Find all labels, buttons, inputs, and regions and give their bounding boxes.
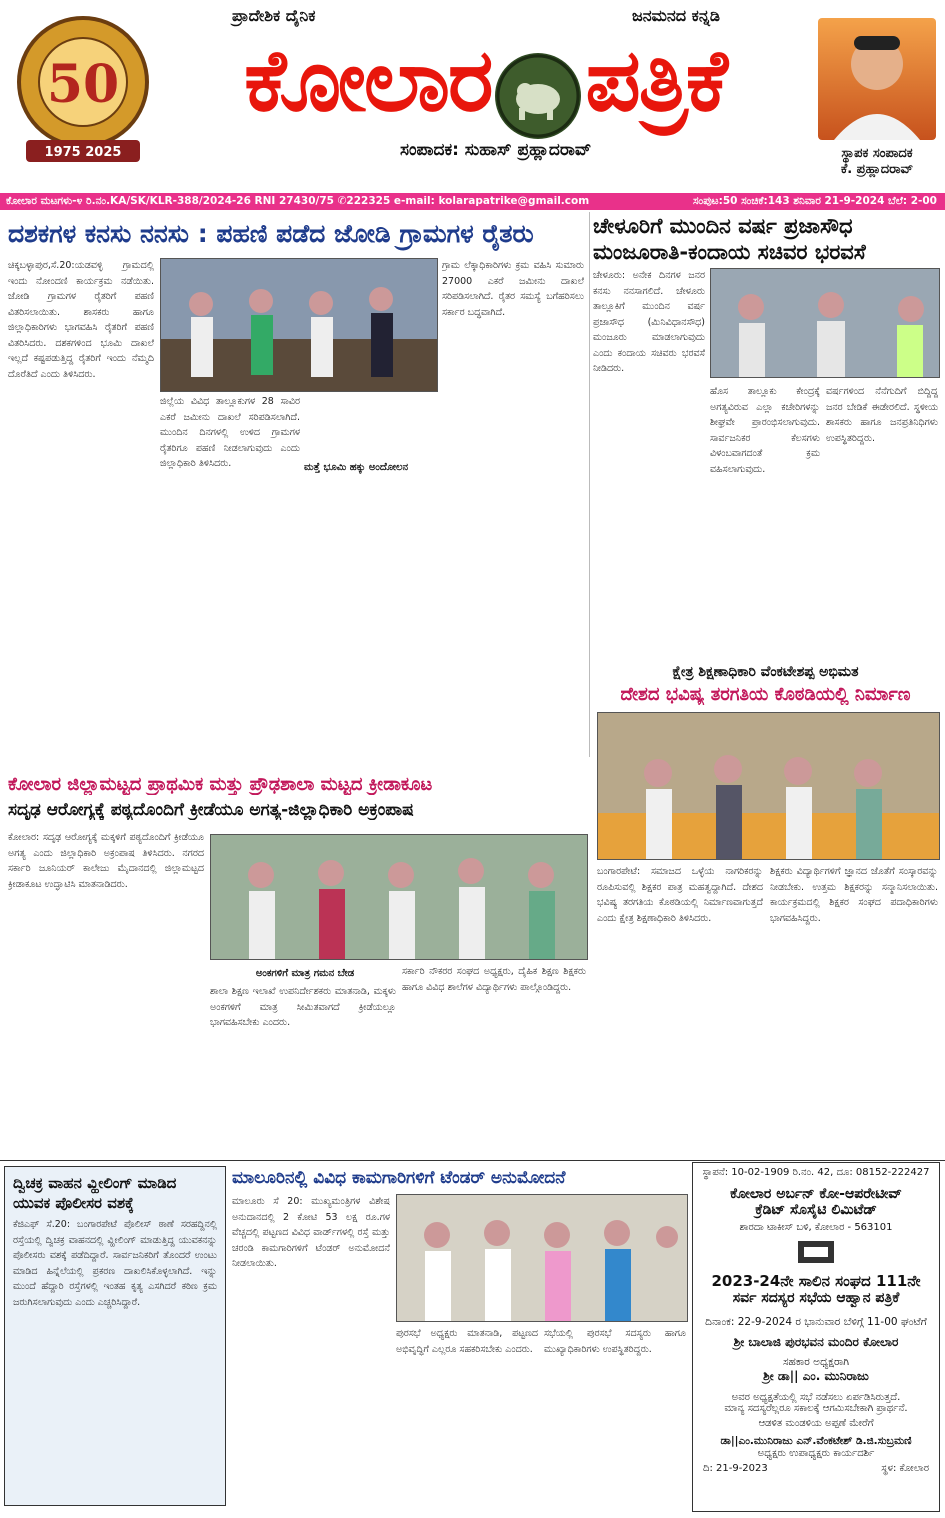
notice-signatories: ಡಾ||ಎಂ.ಮುನಿರಾಜು ಎನ್.ವೆಂಕಟೇಶ್ ಡಿ.ಜಿ.ಸುಬ್ರಮಣಿ: [720, 1435, 912, 1447]
notice-society-name-1: ಕೋಲಾರ ಅರ್ಬನ್ ಕೋ-ಆಪರೇಟೀವ್: [730, 1186, 902, 1202]
lead-photo: [160, 258, 438, 392]
education-kicker: ಕ್ಷೇತ್ರ ಶಿಕ್ಷಣಾಧಿಕಾರಿ ವೆಂಕಟೇಶಪ್ಪ ಅಭಿಮತ: [672, 664, 859, 680]
education-column-2: ಶಿಕ್ಷಕರು ವಿದ್ಯಾರ್ಥಿಗಳಿಗೆ ಜ್ಞಾನದ ಜೊತೆಗೆ ಸಂಸ್ಕಾರವನ್ನು ನೀಡಬೇಕು. ಉತ್ತಮ ಶಿಕ್ಷಕರನ್ನು ಸನ್ಮಾನಿಸಲಾಯಿತು. ಕಾರ್ಯಕ್ರಮದಲ್ಲಿ ಶಿಕ್ಷಕರ ಸಂಘದ ಪದಾಧಿಕಾರಿಗಳು ಭಾಗವಹಿಸಿದ್ದರು.: [770, 866, 938, 924]
founder-label: ಸ್ಥಾಪಕ ಸಂಪಾದಕ: [841, 146, 913, 161]
sports-photo: [210, 834, 588, 960]
notice-line-2: ಮಾನ್ಯ ಸದಸ್ಯರೆಲ್ಲರೂ ಸಕಾಲಕ್ಕೆ ಆಗಮಿಸಬೇಕಾಗಿ ಪ್ರಾರ್ಥನೆ.: [724, 1403, 908, 1414]
police-headline: ದ್ವಿಚಕ್ರ ವಾಹನ ವ್ಹೀಲಿಂಗ್ ಮಾಡಿದ ಯುವಕ ಪೊಲೀಸರ ವಶಕ್ಕೆ: [13, 1174, 177, 1212]
malur-column-1: ಮಾಲೂರು ಸೆ 20: ಮುಖ್ಯಮಂತ್ರಿಗಳ ವಿಶೇಷ ಅನುದಾನದಲ್ಲಿ 2 ಕೋಟಿ 53 ಲಕ್ಷ ರೂ.ಗಳ ವೆಚ್ಚದಲ್ಲಿ ಪಟ್ಟಣದ ವಿವಿಧ ವಾರ್ಡ್‌ಗಳಲ್ಲಿ ರಸ್ತೆ ಮತ್ತು ಚರಂಡಿ ಕಾಮಗಾರಿಗಳಿಗೆ ಟೆಂಡರ್ ಅನುಮೋದನೆ ನೀಡಲಾಯಿತು.: [232, 1196, 390, 1269]
lead-column-2: ಜಿಲ್ಲೆಯ ವಿವಿಧ ತಾಲ್ಲೂಕುಗಳ 28 ಸಾವಿರ ಎಕರೆ ಜಮೀನು ದಾಖಲೆ ಸರಿಪಡಿಸಲಾಗಿದೆ. ಮುಂದಿನ ದಿನಗಳಲ್ಲಿ ಉಳಿದ ಗ್ರಾಮಗಳ ರೈತರಿಗೂ ಪಹಣಿ ನೀಡಲಾಗುವುದು ಎಂದು ಜಿಲ್ಲಾಧಿಕಾರಿ ತಿಳಿಸಿದರು.: [160, 396, 300, 469]
education-photo: [597, 712, 940, 860]
anniversary-number: 50: [46, 54, 120, 115]
malur-column-2: ಪುರಸಭೆ ಅಧ್ಯಕ್ಷರು ಮಾತನಾಡಿ, ಪಟ್ಟಣದ ಅಭಿವೃದ್ಧಿಗೆ ಎಲ್ಲರೂ ಸಹಕರಿಸಬೇಕು ಎಂದರು.: [396, 1328, 538, 1355]
society-emblem-icon: [693, 1239, 939, 1268]
tagline-mirror: ಜನಮನದ ಕನ್ನಡಿ: [632, 6, 721, 25]
elephant-emblem-icon: [495, 53, 581, 139]
notice-line-1: ಅವರ ಅಧ್ಯಕ್ಷತೆಯಲ್ಲಿ ಸಭೆ ನಡೆಸಲು ಏರ್ಪಡಿಸಿರುತ್ತದೆ.: [731, 1392, 901, 1403]
founder-name: ಕೆ. ಪ್ರಹ್ಲಾದರಾವ್: [840, 162, 914, 177]
notice-date-line: ದಿನಾಂಕ: 22-9-2024 ರ ಭಾನುವಾರ ಬೆಳಿಗ್ಗೆ 11-00 ಘಂಟೆಗೆ: [705, 1316, 927, 1328]
prajasoudha-photo: [710, 268, 940, 378]
sports-column-1: ಕೋಲಾರ: ಸದೃಢ ಆರೋಗ್ಯಕ್ಕೆ ಮಕ್ಕಳಿಗೆ ಪಠ್ಯದೊಂದಿಗೆ ಕ್ರೀಡೆಯೂ ಅಗತ್ಯ ಎಂದು ಜಿಲ್ಲಾಧಿಕಾರಿ ಅಕ್ರಂಪಾಷ ತಿಳಿಸಿದರು. ನಗರದ ಸರ್ಕಾರಿ ಜೂನಿಯರ್ ಕಾಲೇಜು ಮೈದಾನದಲ್ಲಿ ಜಿಲ್ಲಾಮಟ್ಟದ ಕ್ರೀಡಾಕೂಟ ಉದ್ಘಾಟಿಸಿ ಮಾತನಾಡಿದರು.: [8, 832, 204, 890]
notice-footer-date: ದಿ: 21-9-2023: [703, 1463, 768, 1474]
sports-deck: ಸದೃಢ ಆರೋಗ್ಯಕ್ಕೆ ಪಠ್ಯದೊಂದಿಗೆ ಕ್ರೀಡೆಯೂ ಅಗತ್ಯ-ಜಿಲ್ಲಾಧಿಕಾರಿ ಅಕ್ರಂಪಾಷ: [8, 800, 414, 820]
anniversary-years: 1975 2025: [44, 145, 122, 160]
tagline-regional-daily: ಪ್ರಾದೇಶಿಕ ದೈನಿಕ: [232, 6, 316, 25]
lead-subhead: ಮತ್ತೆ ಭೂಮಿ ಹಕ್ಕು ಅಂದೋಲನ: [304, 462, 409, 473]
anniversary-logo: [8, 12, 158, 170]
malur-photo: [396, 1194, 688, 1322]
notice-line-3: ಆಡಳಿತ ಮಂಡಳಿಯ ಅಪ್ಪಣೆ ಮೇರೆಗೆ: [758, 1418, 874, 1429]
founder-credit: [818, 146, 936, 178]
prajasoudha-column-3: ವರ್ಷಗಳಿಂದ ನೆನೆಗುದಿಗೆ ಬಿದ್ದಿದ್ದ ಜನರ ಬೇಡಿಕೆ ಈಡೇರಲಿದೆ. ಸ್ಥಳೀಯ ಶಾಸಕರು ಹಾಗೂ ಜನಪ್ರತಿನಿಧಿಗಳು ಉಪಸ್ಥಿತರಿದ್ದರು.: [826, 386, 938, 444]
section-divider: [0, 1160, 945, 1161]
notice-established: ಸ್ಥಾಪನೆ: 10-02-1909 ರಿ.ನಂ. 42, ದೂ: 08152-222427: [702, 1167, 930, 1178]
lead-headline: ದಶಕಗಳ ಕನಸು ನನಸು : ಪಹಣಿ ಪಡೆದ ಜೋಡಿ ಗ್ರಾಮಗಳ ರೈತರು: [8, 219, 534, 248]
notice-chair-label: ಸಹಕಾರ ಅಧ್ಯಕ್ಷರಾಗಿ: [782, 1356, 850, 1368]
sports-column-3: ಸರ್ಕಾರಿ ನೌಕರರ ಸಂಘದ ಅಧ್ಯಕ್ಷರು, ದೈಹಿಕ ಶಿಕ್ಷಣ ಶಿಕ್ಷಕರು ಹಾಗೂ ವಿವಿಧ ಶಾಲೆಗಳ ವಿದ್ಯಾರ್ಥಿಗಳು ಪಾಲ್ಗೊಂಡಿದ್ದರು.: [402, 966, 586, 993]
editor-credit: ಸಂಪಾದಕ: ಸುಹಾಸ್ ಪ್ರಹ್ಲಾದರಾವ್: [400, 140, 592, 160]
issue-info: ಸಂಪುಟ:50 ಸಂಚಿಕೆ:143 ಶನಿವಾರ 21-9-2024 ಬೆಲೆ: 2-00: [692, 195, 937, 207]
newspaper-title: [165, 26, 805, 136]
notice-title-1: 2023-24ನೇ ಸಾಲಿನ ಸಂಘದ 111ನೇ: [711, 1272, 921, 1290]
lead-column-3: ಗ್ರಾಮ ಲೆಕ್ಕಾಧಿಕಾರಿಗಳು ಕ್ರಮ ವಹಿಸಿ ಸುಮಾರು 27000 ಎಕರೆ ಜಮೀನು ದಾಖಲೆ ಸರಿಪಡಿಸಲಾಗಿದೆ. ರೈತರ ಸಮಸ್ಯೆ ಬಗೆಹರಿಸಲು ಸರ್ಕಾರ ಬದ್ಧವಾಗಿದೆ.: [442, 260, 584, 318]
notice-chair: ಶ್ರೀ ಡಾ|| ಎಂ. ಮುನಿರಾಜು: [763, 1369, 869, 1383]
education-column-1: ಬಂಗಾರಪೇಟೆ: ಸಮಾಜದ ಒಳ್ಳೆಯ ನಾಗರಿಕರನ್ನು ರೂಪಿಸುವಲ್ಲಿ ಶಿಕ್ಷಕರ ಪಾತ್ರ ಮಹತ್ವದ್ದಾಗಿದೆ. ದೇಶದ ಭವಿಷ್ಯ ತರಗತಿಯ ಕೊಠಡಿಯಲ್ಲಿ ನಿರ್ಮಾಣವಾಗುತ್ತದೆ ಎಂದು ಕ್ಷೇತ್ರ ಶಿಕ್ಷಣಾಧಿಕಾರಿ ತಿಳಿಸಿದರು.: [597, 866, 763, 924]
notice-address: ಶಾರದಾ ಟಾಕೀಸ್ ಬಳಿ, ಕೋಲಾರ - 563101: [739, 1222, 893, 1233]
title-part-1: ಕೋಲಾರ: [244, 31, 492, 131]
prajasoudha-headline: ಚೇಳೂರಿಗೆ ಮುಂದಿನ ವರ್ಷ ಪ್ರಜಾಸೌಧ ಮಂಜೂರಾತಿ-ಕಂದಾಯ ಸಚಿವರ ಭರವಸೆ: [593, 214, 866, 264]
notice-society-name-2: ಕ್ರೆಡಿಟ್ ಸೊಸೈಟಿ ಲಿಮಿಟೆಡ್: [755, 1202, 877, 1218]
police-body: ಕೆಜಿಎಫ್ ಸೆ.20: ಬಂಗಾರಪೇಟೆ ಪೊಲೀಸ್ ಠಾಣೆ ಸರಹದ್ದಿನಲ್ಲಿ ರಸ್ತೆಯಲ್ಲಿ ದ್ವಿಚಕ್ರ ವಾಹನದಲ್ಲಿ ವ್ಹೀಲಿಂಗ್ ಮಾಡುತ್ತಿದ್ದ ಯುವಕನನ್ನು ಪೊಲೀಸರು ವಶಕ್ಕೆ ಪಡೆದಿದ್ದಾರೆ. ಸಾರ್ವಜನಿಕರಿಗೆ ತೊಂದರೆ ಉಂಟು ಮಾಡಿದ ಹಿನ್ನೆಲೆಯಲ್ಲಿ ಪ್ರಕರಣ ದಾಖಲಿಸಿಕೊಳ್ಳಲಾಗಿದೆ. ಇನ್ನು ಮುಂದೆ ಹೆದ್ದಾರಿ ರಸ್ತೆಗಳಲ್ಲಿ ಇಂತಹ ಕೃತ್ಯ ಎಸಗಿದರೆ ಕಠಿಣ ಕ್ರಮ ಜರುಗಿಸಲಾಗುವುದು ಎಂದು ಎಚ್ಚರಿಸಿದ್ದಾರೆ.: [13, 1219, 217, 1308]
prajasoudha-column-1: ಚೇಳೂರು: ಅನೇಕ ದಿನಗಳ ಜನರ ಕನಸು ನನಸಾಗಲಿದೆ. ಚೇಳೂರು ತಾಲ್ಲೂಕಿಗೆ ಮುಂದಿನ ವರ್ಷ ಪ್ರಜಾಸೌಧ (ಮಿನಿವಿಧಾನಸೌಧ) ಮಂಜೂರು ಮಾಡಲಾಗುವುದು ಎಂದು ಕಂದಾಯ ಸಚಿವರು ಭರವಸೆ ನೀಡಿದರು.: [593, 270, 705, 374]
malur-headline: ಮಾಲೂರಿನಲ್ಲಿ ವಿವಿಧ ಕಾಮಗಾರಿಗಳಿಗೆ ಟೆಂಡರ್ ಅನುಮೋದನೆ: [232, 1168, 566, 1188]
notice-venue: ಶ್ರೀ ಬಾಲಾಜಿ ಪುರಭವನ ಮಂದಿರ ಕೋಲಾರ: [733, 1335, 899, 1349]
title-part-2: ಪತ್ರಿಕೆ: [585, 31, 726, 131]
lead-column-1: ಚಿಕ್ಕಬಳ್ಳಾಪುರ,ಸೆ.20:ಯಡವಳ್ಳಿ ಗ್ರಾಮದಲ್ಲಿ ಇಂದು ನೋಂದಣಿ ಕಾರ್ಯಕ್ರಮ ನಡೆಯಿತು. ಜೋಡಿ ಗ್ರಾಮಗಳ ರೈತರಿಗೆ ಪಹಣಿ ವಿತರಿಸಲಾಯಿತು. ಶಾಸಕರು ಹಾಗೂ ಜಿಲ್ಲಾಧಿಕಾರಿಗಳು ಭಾಗವಹಿಸಿ ರೈತರಿಗೆ ಪಹಣಿ ವಿತರಿಸಿದರು. ದಶಕಗಳಿಂದ ಭೂಮಿ ದಾಖಲೆ ಇಲ್ಲದೆ ಕಷ್ಟಪಡುತ್ತಿದ್ದ ರೈತರಿಗೆ ಇಂದು ನೆಮ್ಮದಿ ದೊರೆತಿದೆ ಎಂದು ತಿಳಿಸಿದರು.: [8, 260, 154, 380]
column-divider: [589, 212, 590, 757]
notice-footer-place: ಸ್ಥಳ: ಕೋಲಾರ: [881, 1463, 929, 1474]
sports-subhead: ಅಂಕಗಳಿಗೆ ಮಾತ್ರ ಗಮನ ಬೇಡ: [255, 968, 355, 979]
registration-info: ಕೋಲಾರ ಮಟಗಳು-೪ ರಿ.ನಂ.KA/SK/KLR-388/2024-26 RNI 27430/75 ✆222325 e-mail: kolarapatrike@gmail.com: [6, 195, 590, 207]
notice-title-2: ಸರ್ವ ಸದಸ್ಯರ ಸಭೆಯ ಆಹ್ವಾನ ಪತ್ರಿಕೆ: [732, 1290, 900, 1306]
malur-column-3: ಸಭೆಯಲ್ಲಿ ಪುರಸಭೆ ಸದಸ್ಯರು ಹಾಗೂ ಮುಖ್ಯಾಧಿಕಾರಿಗಳು ಉಪಸ್ಥಿತರಿದ್ದರು.: [544, 1328, 686, 1355]
sports-headline: ಕೋಲಾರ ಜಿಲ್ಲಾಮಟ್ಟದ ಪ್ರಾಥಮಿಕ ಮತ್ತು ಪ್ರೌಢಶಾಲಾ ಮಟ್ಟದ ಕ್ರೀಡಾಕೂಟ: [8, 774, 433, 795]
education-headline: ದೇಶದ ಭವಿಷ್ಯ ತರಗತಿಯ ಕೊಠಡಿಯಲ್ಲಿ ನಿರ್ಮಾಣ: [620, 684, 911, 705]
issue-ribbon: [0, 193, 945, 210]
notice-roles: ಅಧ್ಯಕ್ಷರು ಉಪಾಧ್ಯಕ್ಷರು ಕಾರ್ಯದರ್ಶಿ: [757, 1448, 875, 1459]
police-story-box: [4, 1166, 226, 1506]
prajasoudha-column-2: ಹೊಸ ತಾಲ್ಲೂಕು ಕೇಂದ್ರಕ್ಕೆ ಅಗತ್ಯವಿರುವ ಎಲ್ಲಾ ಕಚೇರಿಗಳನ್ನು ಶೀಘ್ರವೇ ಪ್ರಾರಂಭಿಸಲಾಗುವುದು. ಸಾರ್ವಜನಿಕರ ಕೆಲಸಗಳು ವಿಳಂಬವಾಗದಂತೆ ಕ್ರಮ ವಹಿಸಲಾಗುವುದು.: [710, 386, 820, 475]
founder-portrait: [818, 18, 936, 140]
sports-column-2: ಶಾಲಾ ಶಿಕ್ಷಣ ಇಲಾಖೆ ಉಪನಿರ್ದೇಶಕರು ಮಾತನಾಡಿ, ಮಕ್ಕಳು ಅಂಕಗಳಿಗೆ ಮಾತ್ರ ಸೀಮಿತವಾಗದೆ ಕ್ರೀಡೆಯಲ್ಲೂ ಭಾಗವಹಿಸಬೇಕು ಎಂದರು.: [210, 986, 396, 1028]
society-meeting-notice: [692, 1162, 940, 1512]
